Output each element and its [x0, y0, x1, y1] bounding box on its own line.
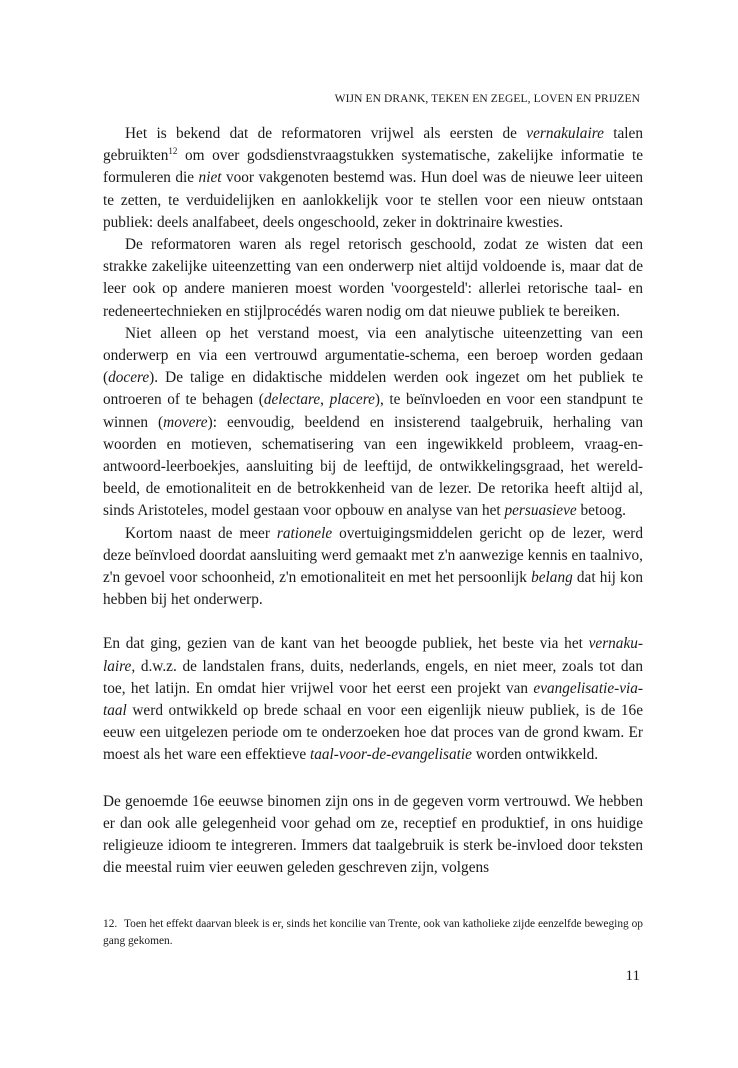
text-run: ,: [320, 391, 330, 409]
text-run: ), te beïnvloeden en voor een standpunt te winnen (: [103, 391, 643, 431]
text-run: ): eenvoudig, beeldend en insisterend taalgebruik, herhaling van woorden en motieven, schematisering van een ingewikkeld probleem, vraag-en-antwoord-leerboekjes, aansluiting bij de leeftijd, de ontwikkelingsgraad, het wereld-beeld, de emotionaliteit en de betrokkenheid van de lezer. De retorika heeft altijd al, sinds Aristoteles, model gestaan voor opbouw en analyse van het: [103, 413, 643, 520]
text-run: voor vakgenoten bestemd was. Hun doel was de nieuwe leer uiteen te zetten, te verduidelijken en aanlokkelijk voor te stellen voor een nieuw ontstaan publiek: deels analfabeet, deels ongeschoold, zeker in doktrinaire kwesties.: [103, 169, 643, 231]
paragraph-5: [103, 633, 643, 766]
italic-term: delectare: [263, 391, 321, 409]
text-run: Niet alleen op het verstand moest, via een analytische uiteenzetting van een onderwerp en via een vertrouwd argumentatie-schema, een beroep worden gedaan (: [103, 324, 643, 387]
italic-term: vernaku-laire,: [103, 635, 643, 675]
footnote-12: [103, 916, 643, 950]
footnote-ref[interactable]: 12: [168, 146, 178, 157]
body-text: [103, 123, 643, 880]
paragraph-2: [103, 234, 643, 323]
text-run: betoog.: [576, 502, 626, 520]
text-run: om over godsdienstvraagstukken systematische, zakelijke informatie te formuleren die: [103, 147, 643, 187]
italic-term: placere: [329, 391, 375, 409]
paragraph-1: [103, 123, 643, 234]
italic-term: vernakulaire: [526, 125, 604, 142]
footnote-text: Toen het effekt daarvan bleek is er, sinds het koncilie van Trente, ook van katholieke zijde eenzelfde beweging op gang gekomen.: [103, 918, 643, 947]
text-run: werd ontwikkeld op brede schaal en voor een eigenlijk nieuw publiek, is de 16e eeuw een uitgelezen periode om te onderzoeken hoe dat proces van de grond kwam. Er moest als het ware een effektieve: [103, 702, 643, 764]
text-run: worden ontwikkeld.: [471, 746, 599, 764]
text-run: En dat ging, gezien van de kant van het beoogde publiek, het beste via het: [103, 635, 589, 653]
text-run: De genoemde 16e eeuwse binomen zijn ons in de gegeven vorm vertrouwd. We hebben er dan ook alle gelegenheid voor gehad om ze, receptief en produktief, in ons huidige religieuze idioom te integreren. Immers dat taalgebruik is sterk be-invloed door teksten die meestal ruim vier eeuwen geleden geschreven zijn, volgens: [103, 792, 643, 877]
italic-term: persuasieve: [504, 502, 577, 520]
italic-term: evangelisatie-via-taal: [103, 679, 643, 720]
running-header: WIJN EN DRANK, TEKEN EN ZEGEL, LOVEN EN PRIJZEN: [334, 93, 640, 105]
italic-term: docere: [108, 369, 150, 387]
text-run: Kortom naast de meer: [125, 524, 277, 542]
italic-term: movere: [163, 413, 208, 431]
text-run: overtuigingsmiddelen gericht op de lezer, werd deze beïnvloed doordat aansluiting werd gemaakt met z'n aanwezige kennis en taalnivo, z'n gevoel voor schoonheid, z'n emotionaliteit en met het persoonlijk: [103, 524, 643, 587]
page-number: 11: [625, 968, 640, 984]
footnote-number: 12.: [103, 918, 118, 930]
text-run: ). De talige en didaktische middelen werden ook ingezet om het publiek te ontroeren of te behagen (: [103, 369, 643, 409]
paragraph-3: [103, 323, 643, 523]
italic-term: niet: [198, 169, 222, 187]
text-run: talen gebruikten: [103, 125, 643, 165]
text-run: d.w.z. de landstalen frans, duits, nederlands, engels, en niet meer, zoals tot dan toe, het latijn. En omdat hier vrijwel voor het eerst een projekt van: [103, 657, 643, 697]
text-run: Het is bekend dat de reformatoren vrijwel als eersten de: [125, 125, 527, 142]
paragraph-6: [103, 791, 643, 880]
italic-term: belang: [531, 569, 573, 587]
text-run: De reformatoren waren als regel retorisch geschoold, zodat ze wisten dat een strakke zakelijke uiteenzetting van een onderwerp niet altijd voldoende is, maar dat de leer ook op andere manieren moest worden 'voorgesteld': allerlei retorische taal- en redeneertechnieken en stijlprocédés waren nodig om dat nieuwe publiek te bereiken.: [103, 236, 643, 320]
paragraph-4: [103, 523, 643, 612]
italic-term: rationele: [276, 524, 333, 542]
text-run: dat hij kon hebben bij het onderwerp.: [103, 569, 643, 609]
italic-term: taal-voor-de-evangelisatie: [309, 746, 472, 764]
